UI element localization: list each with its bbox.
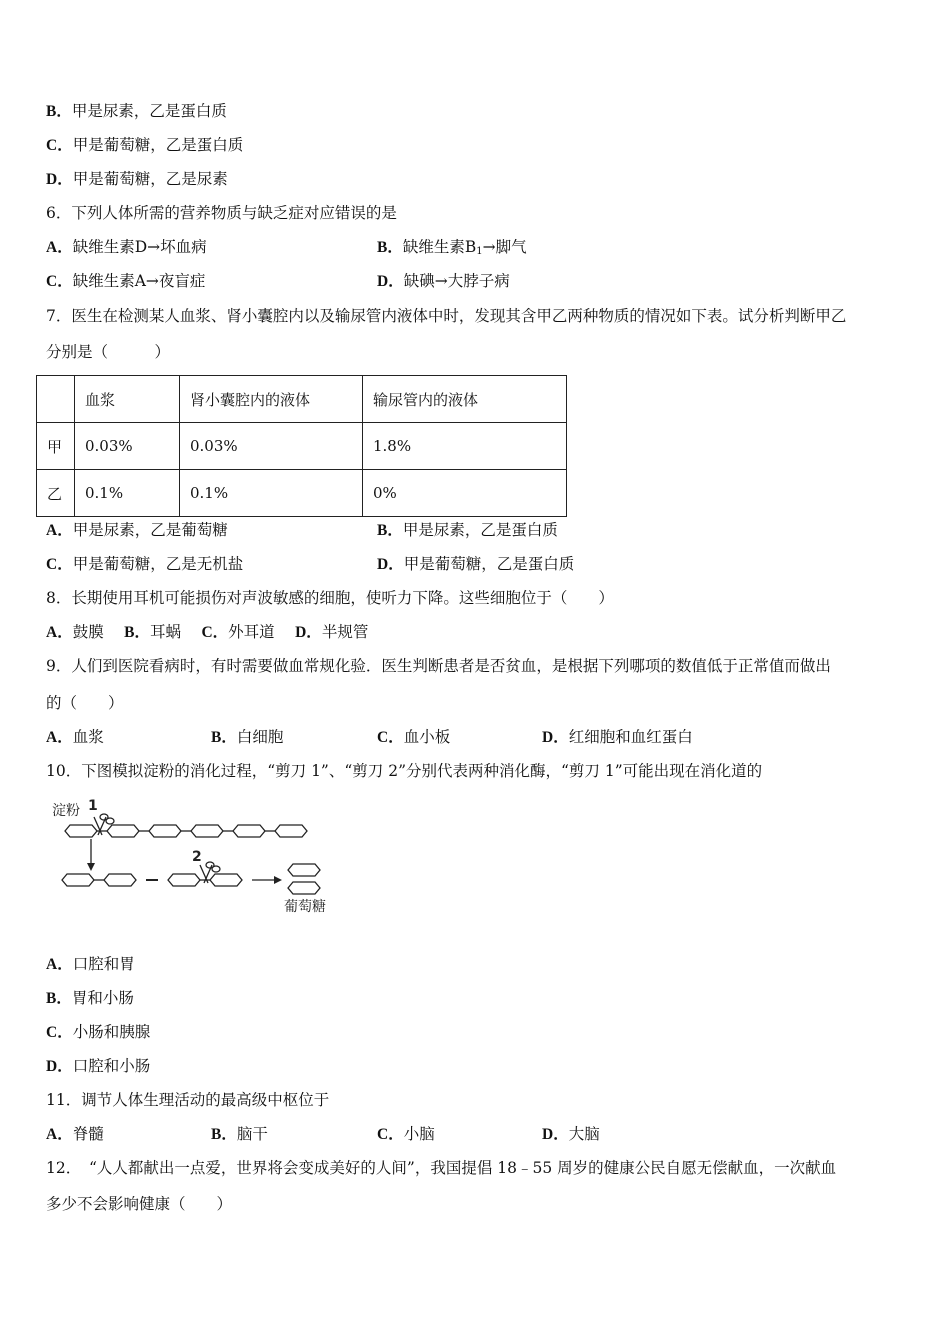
q9-option-a[interactable]: A．血浆 xyxy=(46,728,104,746)
q7-option-a[interactable]: A．甲是尿素，乙是葡萄糖 xyxy=(46,521,228,539)
table-header-cell: 血浆 xyxy=(75,376,180,423)
q8-option-a[interactable]: A．鼓膜 xyxy=(46,623,104,641)
table-cell: 0.1% xyxy=(75,470,180,517)
glucose-unit xyxy=(233,825,265,837)
glucose-unit xyxy=(288,882,320,894)
q8-option-b[interactable]: B．耳蜗 xyxy=(124,623,182,641)
q7-option-c[interactable]: C．甲是葡萄糖，乙是无机盐 xyxy=(46,555,244,573)
q11-option-c[interactable]: C．小脑 xyxy=(377,1125,435,1143)
glucose-unit xyxy=(62,874,94,886)
table-cell: 0.03% xyxy=(75,423,180,470)
glucose-unit xyxy=(107,825,139,837)
table-row xyxy=(37,470,567,517)
q9-option-b[interactable]: B．白细胞 xyxy=(211,728,284,746)
scissor-1-label: 1 xyxy=(88,798,98,814)
glucose-unit xyxy=(168,874,200,886)
table-cell: 0.1% xyxy=(180,470,363,517)
q10-option-b[interactable]: B．胃和小肠 xyxy=(46,989,134,1007)
q8-options xyxy=(46,621,368,644)
q10-stem: 10．下图模拟淀粉的消化过程，“剪刀 1”、“剪刀 2”分别代表两种消化酶，“剪刀 1”可能出现在消化道的 xyxy=(46,762,763,780)
table-header-cell xyxy=(37,376,75,423)
q9-stem-line1: 9．人们到医院看病时，有时需要做血常规化验．医生判断患者是否贫血，是根据下列哪项的数值低于正常值而做出 xyxy=(46,657,831,675)
glucose-unit xyxy=(65,825,97,837)
q10-option-d[interactable]: D．口腔和小肠 xyxy=(46,1057,151,1075)
scissor-2-label: 2 xyxy=(192,849,202,865)
table-cell: 乙 xyxy=(37,470,75,517)
glucose-products xyxy=(288,864,320,894)
starch-digestion-figure xyxy=(50,795,340,920)
arrow-head xyxy=(87,863,95,871)
q8-option-d[interactable]: D．半规管 xyxy=(295,623,369,641)
starch-label: 淀粉 xyxy=(52,803,80,819)
table-row xyxy=(37,423,567,470)
q7-stem-line2: 分别是（ ） xyxy=(46,343,171,361)
q7-option-b[interactable]: B．甲是尿素，乙是蛋白质 xyxy=(377,521,558,539)
table-header-row xyxy=(37,376,567,423)
table-header-cell: 肾小囊腔内的液体 xyxy=(180,376,363,423)
q12-stem-line2: 多少不会影响健康（ ） xyxy=(46,1195,233,1213)
q12-stem-line1: 12． “人人都献出一点爱，世界将会变成美好的人间”，我国提倡 18﹣55 周岁的健康公民自愿无偿献血，一次献血 xyxy=(46,1159,837,1177)
glucose-unit xyxy=(149,825,181,837)
q6-option-b[interactable]: B．缺维生素$B_1\to$脚气 xyxy=(377,238,527,257)
q5-option-d[interactable]: D．甲是葡萄糖，乙是尿素 xyxy=(46,170,228,188)
q6-option-a[interactable]: A．缺维生素D→坏血病 xyxy=(46,238,207,256)
glucose-unit xyxy=(191,825,223,837)
q9-stem-line2: 的（ ） xyxy=(46,694,124,712)
q6-option-c[interactable]: C．缺维生素A→夜盲症 xyxy=(46,272,206,290)
table-header-cell: 输尿管内的液体 xyxy=(363,376,567,423)
q5-option-c[interactable]: C．甲是葡萄糖，乙是蛋白质 xyxy=(46,136,244,154)
glucose-unit xyxy=(288,864,320,876)
glucose-unit xyxy=(275,825,307,837)
arrow-head xyxy=(274,876,282,884)
table-cell: 1.8% xyxy=(363,423,567,470)
q10-option-a[interactable]: A．口腔和胃 xyxy=(46,955,135,973)
q5-option-b[interactable]: B．甲是尿素，乙是蛋白质 xyxy=(46,102,227,120)
glucose-unit xyxy=(210,874,242,886)
q7-stem-line1: 7．医生在检测某人血浆、肾小囊腔内以及输尿管内液体中时，发现其含甲乙两种物质的情况如下表。试分析判断甲乙 xyxy=(46,307,847,325)
q11-option-b[interactable]: B．脑干 xyxy=(211,1125,268,1143)
glucose-unit xyxy=(104,874,136,886)
table-cell: 0% xyxy=(363,470,567,517)
q11-option-a[interactable]: A．脊髓 xyxy=(46,1125,104,1143)
glucose-label: 葡萄糖 xyxy=(284,899,326,915)
q10-option-c[interactable]: C．小肠和胰腺 xyxy=(46,1023,151,1041)
q8-option-c[interactable]: C．外耳道 xyxy=(201,623,275,641)
table-cell: 甲 xyxy=(37,423,75,470)
q9-option-c[interactable]: C．血小板 xyxy=(377,728,451,746)
q11-option-d[interactable]: D．大脑 xyxy=(542,1125,600,1143)
q6-option-d[interactable]: D．缺碘→大脖子病 xyxy=(377,272,510,290)
q9-option-d[interactable]: D．红细胞和血红蛋白 xyxy=(542,728,693,746)
q11-stem: 11．调节人体生理活动的最高级中枢位于 xyxy=(46,1091,330,1109)
table-cell: 0.03% xyxy=(180,423,363,470)
data-table xyxy=(36,375,567,517)
maltose-chain xyxy=(62,874,242,886)
q6-stem: 6．下列人体所需的营养物质与缺乏症对应错误的是 xyxy=(46,204,397,222)
q8-stem: 8．长期使用耳机可能损伤对声波敏感的细胞，使听力下降。这些细胞位于（ ） xyxy=(46,589,614,607)
q7-option-d[interactable]: D．甲是葡萄糖，乙是蛋白质 xyxy=(377,555,575,573)
